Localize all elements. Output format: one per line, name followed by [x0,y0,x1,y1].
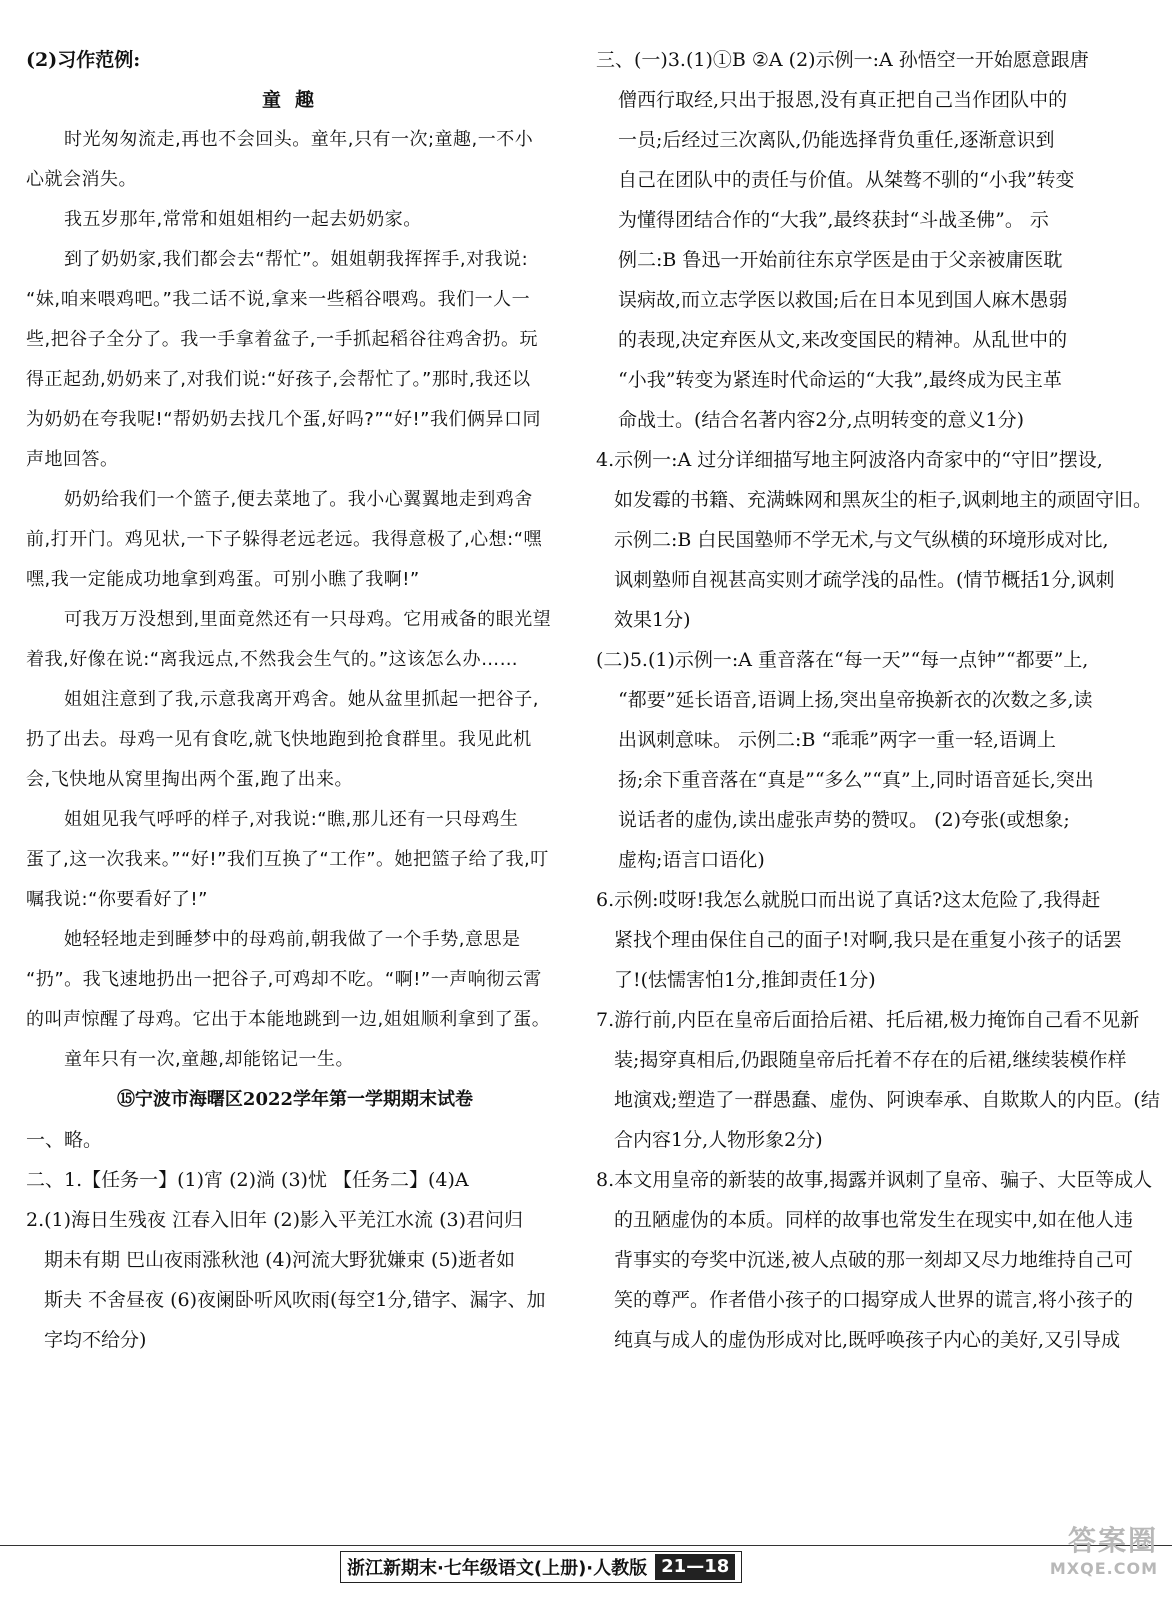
answer-line: 期未有期 巴山夜雨涨秋池 (4)河流大野犹嫌束 (5)逝者如 [44,1249,515,1271]
page-footer [0,1545,1172,1586]
footer-label: 浙江新期末·七年级语文(上册)·人教版 [347,1558,648,1579]
essay-line: 嘿,我一定能成功地拿到鸡蛋。可别小瞧了我啊!” [26,569,420,590]
essay-line: 的叫声惊醒了母鸡。它出于本能地跳到一边,姐姐顺利拿到了蛋。 [26,1009,551,1030]
answer-line: 虚构;语言口语化) [618,849,765,871]
answer-line: 扬;余下重音落在“真是”“多么”“真”上,同时语音延长,突出 [618,769,1094,791]
answer-line: 命战士。(结合名著内容2分,点明转变的意义1分) [618,409,1025,431]
answer-line: 出讽刺意味。 示例二:B “乖乖”两字一重一轻,语调上 [618,729,1056,751]
answer-line: 背事实的夸奖中沉迷,被人点破的那一刻却又尽力地维持自己可 [614,1249,1134,1271]
answer-line: 纯真与成人的虚伪形成对比,既呼唤孩子内心的美好,又引导成 [614,1329,1121,1351]
essay-line: 姐姐见我气呼呼的样子,对我说:“瞧,那儿还有一只母鸡生 [64,809,519,830]
answer-line: 自己在团队中的责任与价值。从桀骜不驯的“小我”转变 [618,169,1075,191]
answer-line: 说话者的虚伪,读出虚张声势的赞叹。 (2)夸张(或想象; [618,809,1070,831]
essay-line: 得正起劲,奶奶来了,对我们说:“好孩子,会帮忙了。”那时,我还以 [26,369,531,390]
answer-line: “小我”转变为紧连时代命运的“大我”,最终成为民主革 [618,369,1062,391]
answer-line: 二、1.【任务一】(1)宵 (2)淌 (3)忧 【任务二】(4)A [26,1169,469,1191]
answer-line: 地演戏;塑造了一群愚蠢、虚伪、阿谀奉承、自欺欺人的内臣。(结 [614,1089,1160,1111]
essay-line: 为奶奶在夸我呢!“帮奶奶去找几个蛋,好吗?”“好!”我们俩异口同 [26,409,542,430]
answer-line: 僧西行取经,只出于报恩,没有真正把自己当作团队中的 [618,89,1068,111]
answer-line: 8.本文用皇帝的新装的故事,揭露并讽刺了皇帝、骗子、大臣等成人 [596,1169,1153,1191]
essay-line: 声地回答。 [26,449,119,470]
essay-line: “妹,咱来喂鸡吧。”我二话不说,拿来一些稻谷喂鸡。我们一人一 [26,289,531,310]
watermark-logo [1050,1519,1158,1578]
essay-line: 奶奶给我们一个篮子,便去菜地了。我小心翼翼地走到鸡舍 [64,489,533,510]
answer-line: “都要”延长语音,语调上扬,突出皇帝换新衣的次数之多,读 [618,689,1093,711]
answer-line: 6.示例:哎呀!我怎么就脱口而出说了真话?这太危险了,我得赶 [596,889,1101,911]
footer-label-box [340,1551,742,1583]
right-column [596,40,1160,1360]
essay-line: 我五岁那年,常常和姐姐相约一起去奶奶家。 [64,209,422,230]
answer-line: 斯夫 不舍昼夜 (6)夜阑卧听风吹雨(每空1分,错字、漏字、加 [44,1289,546,1311]
watermark-logo-text: 答案圈 [1067,1524,1158,1557]
answer-line: 误病故,而立志学医以救国;后在日本见到国人麻木愚弱 [618,289,1068,311]
watermark-url: MXQE.COM [1049,1559,1158,1578]
essay-line: 可我万万没想到,里面竟然还有一只母鸡。它用戒备的眼光望 [64,609,552,630]
answer-line: 的表现,决定弃医从文,来改变国民的精神。从乱世中的 [618,329,1068,351]
answer-line: 装;揭穿真相后,仍跟随皇帝后托着不存在的后裙,继续装模作样 [614,1049,1127,1071]
answer-line: 合内容1分,人物形象2分) [614,1129,823,1151]
answer-line: 7.游行前,内臣在皇帝后面拾后裙、托后裙,极力掩饰自己看不见新 [596,1009,1140,1031]
left-column [26,40,564,1360]
answer-line: 示例二:B 白民国塾师不学无术,与文气纵横的环境形成对比, [614,529,1109,551]
answer-line: (二)5.(1)示例一:A 重音落在“每一天”“每一点钟”“都要”上, [596,649,1089,671]
essay-line: 她轻轻地走到睡梦中的母鸡前,朝我做了一个手势,意思是 [64,929,521,950]
answer-line: 4.示例一:A 过分详细描写地主阿波洛内奇家中的“守旧”摆设, [596,449,1103,471]
answer-line: 2.(1)海日生残夜 江春入旧年 (2)影入平羌江水流 (3)君问归 [26,1209,523,1231]
answer-line: 紧找个理由保住自己的面子!对啊,我只是在重复小孩子的话罢 [614,929,1122,951]
essay-line: “扔”。我飞速地扔出一把谷子,可鸡却不吃。“啊!”一声响彻云霄 [26,969,542,990]
answer-line: 笑的尊严。作者借小孩子的口揭穿成人世界的谎言,将小孩子的 [614,1289,1134,1311]
answer-line: 一员;后经过三次离队,仍能选择背负重任,逐渐意识到 [618,129,1055,151]
essay-line: 心就会消失。 [26,169,137,190]
page-number: 21—18 [655,1554,735,1580]
answer-line: 例二:B 鲁迅一开始前往东京学医是由于父亲被庸医耽 [618,249,1063,271]
essay-line: 些,把谷子全分了。我一手拿着盆子,一手抓起稻谷往鸡舍扔。玩 [26,329,538,350]
essay-line: 童年只有一次,童趣,却能铭记一生。 [64,1049,354,1070]
answer-line: 如发霉的书籍、充满蛛网和黑灰尘的柜子,讽刺地主的顽固守旧。 [614,489,1153,511]
essay-line: 嘱我说:“你要看好了!” [26,889,208,910]
answer-line: 三、(一)3.(1)①B ②A (2)示例一:A 孙悟空一开始愿意跟唐 [596,49,1089,71]
answer-line: 的丑陋虚伪的本质。同样的故事也常发生在现实中,如在他人违 [614,1209,1134,1231]
answer-line: 一、略。 [26,1129,103,1151]
essay-line: 着我,好像在说:“离我远点,不然我会生气的。”这该怎么办…… [26,649,519,670]
essay-line: 扔了出去。母鸡一见有食吃,就飞快地跑到抢食群里。我见此机 [26,729,532,750]
essay-line: 蛋了,这一次我来。”“好!”我们互换了“工作”。她把篮子给了我,叮 [26,849,549,870]
essay-line: 会,飞快地从窝里掏出两个蛋,跑了出来。 [26,769,353,790]
answer-line: 为懂得团结合作的“大我”,最终获封“斗战圣佛”。 示 [618,209,1049,231]
essay-heading: (2)习作范例: [26,49,141,71]
essay-line: 前,打开门。鸡见状,一下子躲得老远老远。我得意极了,心想:“嘿 [26,529,543,550]
answer-line: 字均不给分) [44,1329,147,1351]
answer-line: 了!(怯懦害怕1分,推卸责任1分) [614,969,876,991]
essay-line: 到了奶奶家,我们都会去“帮忙”。姐姐朝我挥挥手,对我说: [64,249,529,270]
exam-title: ⑮宁波市海曙区2022学年第一学期期末试卷 [116,1089,474,1110]
essay-title: 童趣 [261,89,328,111]
essay-line: 姐姐注意到了我,示意我离开鸡舍。她从盆里抓起一把谷子, [64,689,539,710]
essay-line: 时光匆匆流走,再也不会回头。童年,只有一次;童趣,一不小 [64,129,534,150]
answer-line: 效果1分) [614,609,691,631]
answer-line: 讽刺塾师自视甚高实则才疏学浅的品性。(情节概括1分,讽刺 [614,569,1115,591]
